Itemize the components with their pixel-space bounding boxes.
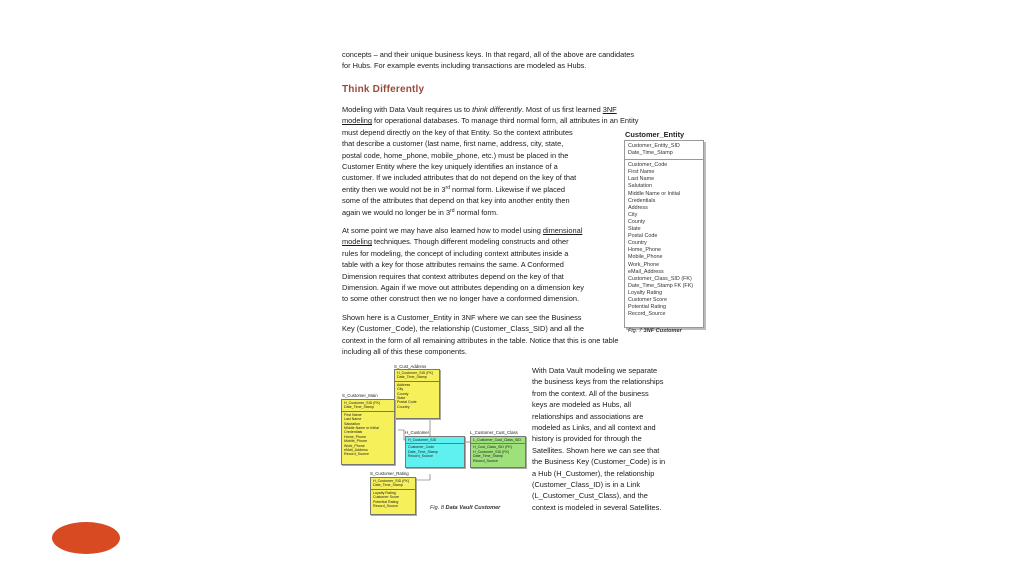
paragraph-line: (L_Customer_Cust_Class), and the bbox=[532, 491, 648, 501]
paragraph-line: context is modeled in several Satellites. bbox=[532, 502, 662, 512]
fig7-attribute-field: Potential Rating bbox=[628, 304, 667, 311]
fig8-field: Country bbox=[397, 404, 410, 409]
fig8-field: Last Name bbox=[344, 417, 362, 422]
fig8-s-customer-rating-keys bbox=[371, 478, 415, 490]
fig7-entity-title: Customer_Entity bbox=[625, 130, 685, 139]
fig8-field: Record_Source bbox=[473, 458, 498, 463]
fig8-s-customer-main-attrs bbox=[342, 412, 394, 458]
fig8-l-customer-cust-class-link bbox=[470, 436, 526, 468]
fig7-attributes bbox=[625, 160, 703, 320]
fig8-field: First Name bbox=[344, 412, 362, 417]
link-dimensional-modeling[interactable]: modeling bbox=[342, 237, 372, 247]
fig8-h-customer-attrs bbox=[406, 444, 464, 459]
fig7-attribute-field: Address bbox=[628, 204, 648, 211]
fig8-h-customer-keys bbox=[406, 437, 464, 444]
fig8-s-cust-address-title: S_Cust_Address bbox=[394, 364, 427, 369]
paragraph-line: modeled as Links, and all context and bbox=[532, 423, 656, 433]
fig8-field: Salutation bbox=[344, 421, 360, 426]
fig8-field: County bbox=[397, 391, 409, 396]
fig7-attribute-field: eMail_Address bbox=[628, 268, 664, 275]
fig8-field: Loyalty Rating bbox=[373, 490, 396, 495]
fig8-field: Date_Time_Stamp bbox=[344, 405, 374, 410]
fig8-s-customer-rating-title: S_Customer_Rating bbox=[370, 471, 409, 476]
fig8-field: Date_Time_Stamp bbox=[373, 483, 403, 488]
paragraph-line: from the context. All of the business bbox=[532, 388, 649, 398]
paragraph-line: history is provided for through the bbox=[532, 434, 642, 444]
fig8-field: Customer_Code bbox=[408, 445, 435, 450]
fig7-attribute-field: First Name bbox=[628, 169, 655, 176]
fig8-s-customer-main-keys bbox=[342, 400, 394, 412]
paragraph-line: (Customer_Class_ID) is in a Link bbox=[532, 480, 641, 490]
fig8-field: H_Cust_Class_SID (FK) bbox=[473, 445, 512, 450]
fig8-field: Customer Score bbox=[373, 495, 399, 500]
fig8-field: Address bbox=[397, 382, 411, 387]
fig8-field: Record_Source bbox=[344, 452, 369, 457]
paragraph-3nf: Modeling with Data Vault requires us to think differently. Most of us first learned 3NF modeling for operational databases. To manage third normal form, all attributes in an Entity must depend directly on the key of that Entity. So the context attributes that describe a customer (last name, first name, address, city, state, postal code, home_phone, mobile_phone, etc.) must be placed in the Customer Entity where the key uniquely identifies an instance of a customer. If we included attributes that do not depend on the key of that entity then we would not be in 3rd normal form. Likewise if we placed some of the attributes that depend on that key into another entity then again we would no longer be in 3rd normal form. bbox=[342, 105, 639, 217]
link-3nf[interactable]: 3NF bbox=[602, 105, 617, 114]
fig8-field: City bbox=[397, 387, 404, 392]
fig7-attribute-field: Date_Time_Stamp FK (FK) bbox=[628, 282, 694, 289]
fig8-field: Home_Phone bbox=[344, 434, 366, 439]
fig7-attribute-field: Loyalty Rating bbox=[628, 289, 663, 296]
paragraph-dimensional: At some point we may have also learned how to model using dimensional modeling techniques. Though different modeling constructs and other rules for modeling, the concept of including context attributes inside a table with a key for those attributes remains the same. A Conformed Dimension requires that context attributes depend on the key of that Dimension. Again if we move out attributes depending on a dimension key to some other construct then we no longer have a conformed dimension. bbox=[342, 226, 584, 304]
fig8-l-customer-cust-class-title: L_Customer_Cust_Class bbox=[470, 430, 518, 435]
fig7-attribute-field: State bbox=[628, 226, 641, 233]
paragraph-line: Satellites. Shown here we can see that bbox=[532, 445, 660, 455]
fig7-attribute-field: Customer_Class_SID (FK) bbox=[628, 275, 692, 282]
emphasis-think-differently: think differently bbox=[472, 105, 522, 114]
fig8-l-customer-cust-class-keys bbox=[471, 437, 525, 444]
fig7-attribute-field: Customer Score bbox=[628, 296, 667, 303]
fig8-field: H_Customer_SID (FK) bbox=[473, 449, 510, 454]
fig7-attribute-field: Country bbox=[628, 240, 647, 247]
fig8-s-customer-rating-attrs bbox=[371, 490, 415, 510]
fig7-attribute-field: Last Name bbox=[628, 176, 655, 183]
decorative-orange-oval bbox=[52, 522, 120, 554]
fig7-customer-entity-table bbox=[624, 140, 704, 328]
fig8-s-customer-main-title: S_Customer_Main bbox=[342, 393, 378, 398]
paragraph-line: With Data Vault modeling we separate bbox=[532, 366, 658, 375]
paragraph-line: a Hub (H_Customer), the relationship bbox=[532, 468, 655, 478]
fig8-field: Date_Time_Stamp bbox=[408, 449, 438, 454]
fig7-attribute-field: Credentials bbox=[628, 197, 656, 204]
fig7-attribute-field: Customer_Code bbox=[628, 162, 668, 169]
paragraph-line: the business keys from the relationships bbox=[532, 377, 664, 387]
fig8-field: H_Customer_SID (FK) bbox=[373, 479, 410, 483]
paragraph-line: the Business Key (Customer_Code) is in bbox=[532, 457, 666, 467]
fig8-field: Credentials bbox=[344, 430, 363, 435]
fig8-caption: Fig. 8 Data Vault Customer bbox=[430, 505, 501, 511]
fig7-attribute-field: City bbox=[628, 211, 638, 218]
fig8-field: Middle Name or Initial bbox=[344, 426, 379, 431]
fig8-s-cust-address-keys bbox=[395, 370, 439, 382]
fig8-field: Date_Time_Stamp bbox=[397, 375, 427, 380]
fig7-attribute-field: Postal Code bbox=[628, 233, 658, 240]
intro-text bbox=[342, 49, 634, 72]
fig8-s-cust-address bbox=[394, 369, 440, 419]
fig8-s-cust-address-attrs bbox=[395, 382, 439, 410]
fig7-key-field: Date_Time_Stamp bbox=[628, 150, 673, 157]
fig8-field: H_Customer_SID (FK) bbox=[397, 371, 434, 375]
intro-line-1: concepts – and their unique business keys. In that regard, all of the above are candidates bbox=[342, 50, 635, 59]
fig8-l-customer-cust-class-attrs bbox=[471, 444, 525, 464]
fig8-field: Potential Rating bbox=[373, 499, 399, 504]
fig8-field: H_Customer_SID (FK) bbox=[344, 401, 381, 405]
fig7-primary-keys bbox=[625, 141, 703, 160]
fig7-attribute-field: Home_Phone bbox=[628, 247, 661, 254]
fig8-field: Work_Phone bbox=[344, 443, 365, 448]
fig7-attribute-field: County bbox=[628, 218, 646, 225]
fig7-key-field: Customer_Entity_SID bbox=[628, 143, 680, 149]
fig8-field: eMail_Address bbox=[344, 448, 368, 453]
fig8-h-customer-title: H_Customer bbox=[405, 430, 430, 435]
intro-line-2: for Hubs. For example events including transactions are modeled as Hubs. bbox=[342, 61, 587, 71]
fig7-attribute-field: Middle Name or Initial bbox=[628, 190, 681, 197]
paragraph-customer-entity: Shown here is a Customer_Entity in 3NF where we can see the Business Key (Customer_Code), the relationship (Customer_Class_SID) and all the context in the form of all remaining attributes in the table. Notice that this is one table including all of this these components. bbox=[342, 313, 619, 357]
fig8-s-customer-rating bbox=[370, 477, 416, 515]
link-3nf-modeling[interactable]: modeling bbox=[342, 116, 372, 126]
fig8-field: State bbox=[397, 396, 406, 401]
link-dimensional[interactable]: dimensional bbox=[542, 226, 583, 235]
fig8-field: Record_Source bbox=[373, 504, 398, 509]
fig7-attribute-field: Work_Phone bbox=[628, 261, 660, 268]
fig7-attribute-field: Mobile_Phone bbox=[628, 254, 663, 261]
fig8-field: L_Customer_Cust_Class_SID bbox=[473, 438, 521, 442]
fig8-field: Record_Source bbox=[408, 454, 433, 459]
paragraph-line: keys are modeled as Hubs, all bbox=[532, 400, 632, 410]
fig8-s-customer-main bbox=[341, 399, 395, 465]
fig8-field: Mobile_Phone bbox=[344, 439, 367, 444]
fig7-caption: Fig. 7 3NF Customer bbox=[628, 328, 682, 334]
section-heading: Think Differently bbox=[342, 84, 425, 95]
fig8-h-customer-hub bbox=[405, 436, 465, 468]
paragraph-line: relationships and associations are bbox=[532, 411, 644, 421]
fig8-field: H_Customer_SID bbox=[408, 438, 437, 442]
paragraph-data-vault bbox=[532, 365, 665, 513]
fig8-field: Postal Code bbox=[397, 400, 417, 405]
fig8-field: Date_Time_Stamp bbox=[473, 454, 503, 459]
fig7-attribute-field: Record_Source bbox=[628, 311, 666, 318]
fig7-attribute-field: Salutation bbox=[628, 183, 652, 190]
